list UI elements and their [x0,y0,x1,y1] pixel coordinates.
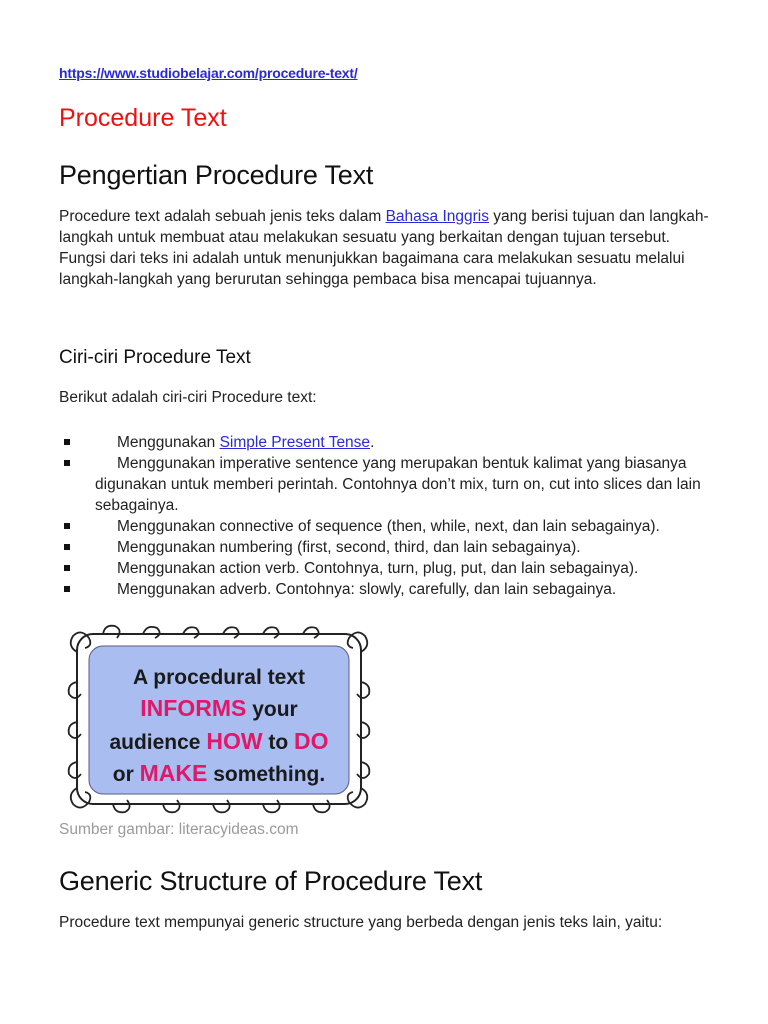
paragraph-text: yang berisi tujuan dan langkah-langkah untuk membuat atau melakukan sesuatu yang berkaitan dengan tujuan tersebut. Fungsi dari teks ini adalah untuk menunjukkan bagaimana cara melakukan sesuatu melalui langkah-langkah yang berurutan sehingga pembaca bisa mencapai tujuannya. [59,208,709,288]
list-item-text: Menggunakan action verb. Contohnya, turn, plug, put, dan lain sebagainya). [117,560,639,577]
square-bullet-icon [64,565,70,571]
figure-line-2: INFORMS your [140,695,298,721]
ciri-ciri-intro: Berikut adalah ciri-ciri Procedure text: [59,389,317,406]
list-item [59,432,719,453]
heading-generic-structure: Generic Structure of Procedure Text [59,866,483,896]
paragraph-generic-structure: Procedure text mempunyai generic structure yang berbeda dengan jenis teks lain, yaitu: [59,914,663,931]
simple-present-tense-link[interactable]: Simple Present Tense [219,434,371,451]
ciri-ciri-list [59,432,719,600]
source-url-link[interactable]: https://www.studiobelajar.com/procedure-text/ [59,65,358,81]
heading-pengertian: Pengertian Procedure Text [59,160,374,190]
list-item-text: Menggunakan imperative sentence yang merupakan bentuk kalimat yang biasanya digunakan untuk memberi perintah. Contohnya don’t mix, turn on, cut into slices dan lain sebagainya. [95,455,701,514]
list-item [59,537,719,558]
heading-ciri-ciri: Ciri-ciri Procedure Text [59,347,251,368]
figure-caption: Sumber gambar: literacyideas.com [59,821,299,838]
list-item [59,516,719,537]
list-item-text: Menggunakan adverb. Contohnya: slowly, carefully, dan lain sebagainya. [117,581,617,598]
square-bullet-icon [64,460,70,466]
square-bullet-icon [64,523,70,529]
list-item-text: Menggunakan numbering (first, second, third, dan lain sebagainya). [117,539,581,556]
document-title: Procedure Text [59,104,227,132]
paragraph-text: Procedure text adalah sebuah jenis teks dalam [59,208,386,225]
list-item-text: . [370,434,375,451]
list-item-text: Menggunakan connective of sequence (then, while, next, dan lain sebagainya). [117,518,660,535]
square-bullet-icon [64,544,70,550]
square-bullet-icon [64,586,70,592]
figure-line-3: audience HOW to DO [109,728,329,754]
square-bullet-icon [64,439,70,445]
figure-line-4: or MAKE something. [112,760,326,786]
figure-line-1: A procedural text [133,666,305,689]
list-item-text: Menggunakan [117,434,220,451]
list-item [59,579,719,600]
procedural-text-illustration [63,622,375,818]
list-item [59,558,719,579]
bahasa-inggris-link[interactable]: Bahasa Inggris [385,208,489,225]
paragraph-pengertian [59,206,719,290]
list-item [59,453,719,516]
